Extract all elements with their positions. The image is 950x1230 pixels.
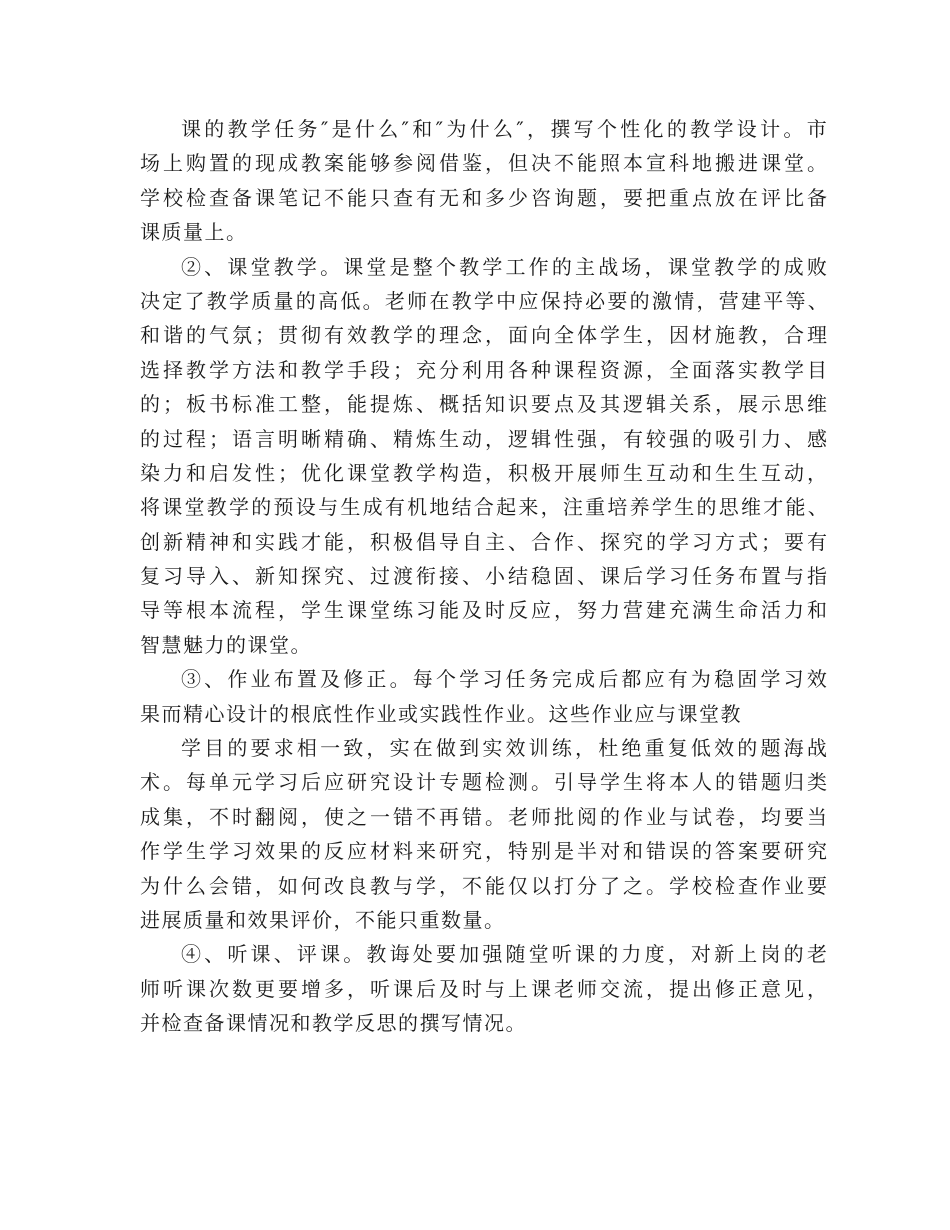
body-text xyxy=(140,112,830,1041)
text-line: 果而精心设计的根底性作业或实践性作业。这些作业应与课堂教 xyxy=(140,701,742,726)
text-line: 作学生学习效果的反应材料来研究，特别是半对和错误的答案要研究 xyxy=(140,839,830,864)
text-line: 选择教学方法和教学手段；充分利用各种课程资源，全面落实教学目 xyxy=(140,357,830,382)
text-line: 决定了教学质量的高低。老师在教学中应保持必要的激情，营建平等、 xyxy=(140,288,830,313)
text-line: 学目的要求相一致，实在做到实效训练，杜绝重复低效的题海战 xyxy=(181,736,830,761)
text-line: 为什么会错，如何改良教与学，不能仅以打分了之。学校检查作业要 xyxy=(140,873,830,898)
text-line: 师听课次数更要增多，听课后及时与上课老师交流，提出修正意见， xyxy=(140,976,830,1001)
text-line: 智慧魅力的课堂。 xyxy=(140,632,312,657)
text-line: 染力和启发性；优化课堂教学构造，积极开展师生互动和生生互动， xyxy=(140,460,830,485)
text-line: 课的教学任务″是什么″和″为什么″，撰写个性化的教学设计。市 xyxy=(181,117,830,141)
text-line: 成集，不时翻阅，使之一错不再错。老师批阅的作业与试卷，均要当 xyxy=(140,804,830,829)
text-line: ②、课堂教学。课堂是整个教学工作的主战场，课堂教学的成败 xyxy=(181,254,830,279)
text-line: 术。每单元学习后应研究设计专题检测。引导学生将本人的错题归类 xyxy=(140,770,830,795)
text-line: 课质量上。 xyxy=(140,220,248,245)
text-line: 的过程；语言明晰精确、精炼生动，逻辑性强，有较强的吸引力、感 xyxy=(140,426,830,451)
text-line: ④、听课、评课。教诲处要加强随堂听课的力度，对新上岗的老 xyxy=(181,942,830,967)
text-line: 学校检查备课笔记不能只查有无和多少咨询题，要把重点放在评比备 xyxy=(140,185,830,210)
text-line: 的；板书标准工整，能提炼、概括知识要点及其逻辑关系，展示思维 xyxy=(140,392,830,417)
text-line: 和谐的气氛；贯彻有效教学的理念，面向全体学生，因材施教，合理 xyxy=(140,323,830,348)
text-line: 导等根本流程，学生课堂练习能及时反应，努力营建充满生命活力和 xyxy=(140,598,830,623)
text-line: ③、作业布置及修正。每个学习任务完成后都应有为稳固学习效 xyxy=(181,667,830,692)
text-line: 将课堂教学的预设与生成有机地结合起来，注重培养学生的思维才能、 xyxy=(140,495,830,520)
text-line: 进展质量和效果评价，不能只重数量。 xyxy=(140,907,506,932)
text-line: 场上购置的现成教案能够参阅借鉴，但决不能照本宣科地搬进课堂。 xyxy=(140,151,830,176)
text-line: 复习导入、新知探究、过渡衔接、小结稳固、课后学习任务布置与指 xyxy=(140,564,830,589)
text-line: 创新精神和实践才能，积极倡导自主、合作、探究的学习方式；要有 xyxy=(140,529,830,554)
text-line: 并检查备课情况和教学反思的撰写情况。 xyxy=(140,1011,527,1036)
